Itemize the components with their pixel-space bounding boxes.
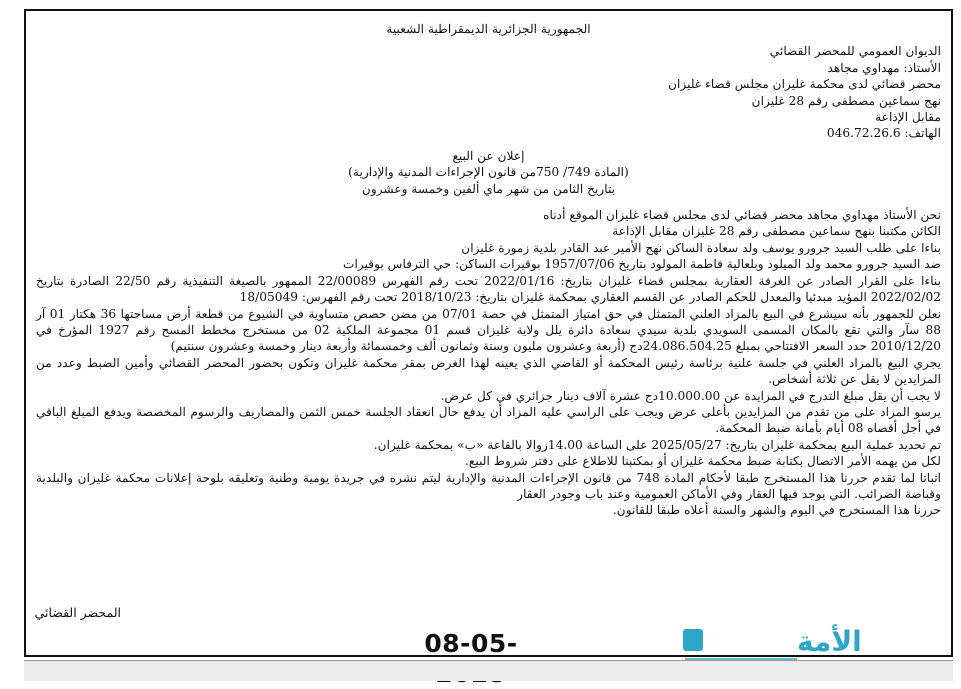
body-paragraph: يجري البيع بالمزاد العلني في جلسة علنية برئاسة رئيس المحكمة أو القاضي الذي يعينه لهذا الغرض بمقر محكمة غليزان وتكون بحضور المحضر القضائي وأمين الضبط وعدد من المزايدين لا يقل عن ثلاثة أشخاص.	[36, 355, 941, 387]
notice-frame	[24, 9, 953, 657]
document-body	[36, 21, 941, 519]
body-line: نحن الأستاذ مهداوي مجاهد محضر قضائي لدى مجلس قضاء غليزان الموقع أدناه	[543, 208, 941, 223]
office-block	[36, 43, 941, 141]
body-paragraph: يرسو المزاد على من تقدم من المزايدين بأعلى عرض ويجب على الراسي عليه المزاد أن يدفع حال انعقاد الجلسة خمس الثمن والمصاريف والرسوم المخصصة ويدفع المبلغ الباقي في أجل أقصاه 08 أيام بأمانة ضبط المحكمة.	[36, 404, 941, 436]
body-line: الكائن مكتبنا بنهج سماعين مصطفى رقم 28 غليزان مقابل الإذاعة	[612, 224, 941, 239]
office-line: مقابل الإذاعة	[875, 110, 941, 125]
body-paragraph: حررنا هذا المستخرج في اليوم والشهر والسنة أعلاه طبقا للقانون.	[612, 503, 941, 518]
body-paragraph: نعلن للجمهور بأنه سيشرع في البيع بالمزاد العلني المتمثل في حق امتياز المتمثل في حصة 07/01 من مضن حصص متساوية في الشيوع من قطعة أرض مساحتها 36 هكتار 01 آر 88 سآر والتي تقع بالمكان المسمى السويدي بلدية سيدي سعادة دائرة يلل ولاية غليزان قسم 01 مجموعة الملكية 02 من مستخرج مخطط المسح رقم 1927 المؤرخ في 2010/12/20 حدد السعر الافتتاحي بمبلغ 24.086.504.25دج (أربعة وعشرون مليون وستة وثمانون ألف وخمسمائة وأربعة دينار وخمسة وعشرون سنتيم)	[36, 306, 941, 354]
office-line: نهج سماعين مصطفى رقم 28 غليزان	[751, 93, 941, 108]
office-line: الهاتف: 046.72.26.6	[826, 126, 941, 141]
office-line: الديوان العمومي للمحضر القضائي	[769, 44, 941, 59]
body-line: بناءا على طلب السيد جرورو يوسف ولد سعادة الساكن نهج الأمير عبد القادر بلدية زمورة غليزان	[461, 240, 941, 255]
notice-body	[36, 207, 941, 519]
notice-title: إعلان عن البيع	[452, 148, 525, 163]
newspaper-logo	[681, 623, 862, 663]
office-line: الأستاذ: مهداوي مجاهد	[827, 60, 941, 75]
notice-subtitle: (المادة 749/ 750من قانون الإجراءات المدنية والإدارية)	[348, 165, 629, 180]
body-line: ضد السيد جرورو محمد ولد الميلود وبلعالية فاطمة المولود بتاريخ 1957/07/06 بوقيرات الساكن: حي الترفاس بوقيرات	[343, 257, 941, 272]
body-paragraph: تم تحديد عملية البيع بمحكمة غليزان بتاريخ: 2025/05/27 على الساعة 14.00زوالا بالقاعة «ب» بمحكمة غليزان.	[373, 437, 941, 452]
body-paragraph: اثباتا لما تقدم حررنا هذا المستخرج طبقا لأحكام المادة 748 من قانون الإجراءات المدنية والإدارية ليتم نشره في جريدة يومية وطنية وتعليقه بلوحة إعلانات محكمة غليزان والبلدية وقباضة الضرائب. التي يوجد فيها العقار وفي الأماكن العمومية وعند باب وجودر العقار	[36, 470, 941, 501]
logo-emblem	[683, 629, 703, 651]
body-paragraph: لا يجب أن يقل مبلغ التدرج في المزايدة عن 10.000.00دج عشرة آلاف دينار جزائري في كل عرض.	[440, 388, 941, 403]
office-line: محضر قضائي لدى محكمة غليزان مجلس قضاء غليزان	[668, 77, 941, 92]
publish-date: 08-05-	[424, 629, 518, 658]
notice-date: بتاريخ الثامن من شهر ماي ألفين وخمسة وعشرون	[361, 181, 616, 196]
body-paragraph: لكل من يهمه الأمر الاتصال بكتابة ضبط محكمة غليزان أو بمكتبنا للاطلاع على دفتر شروط البيع.	[465, 454, 941, 469]
republic-header: الجمهورية الجزائرية الديمقراطية الشعبية	[386, 22, 591, 36]
logo-text: الأمة	[797, 625, 862, 658]
page-bottom-bar	[24, 660, 953, 681]
signature-label: المحضر القضائي	[34, 605, 121, 620]
body-paragraph: بناءا على القرار الصادر عن الغرفة العقارية بمجلس قضاء غليزان بتاريخ: 2022/01/16 تحت رقم الفهرس 22/00089 الممهور بالصيغة التنفيذية رقم 22/50 الصادرة بتاريخ 2022/02/02 المؤيد مبدئيا والمعدل للحكم الصادر عن القسم العقاري بمحكمة غليزان بتاريخ: 2018/10/23 تحت رقم الفهرس: 18/05049	[36, 273, 941, 305]
